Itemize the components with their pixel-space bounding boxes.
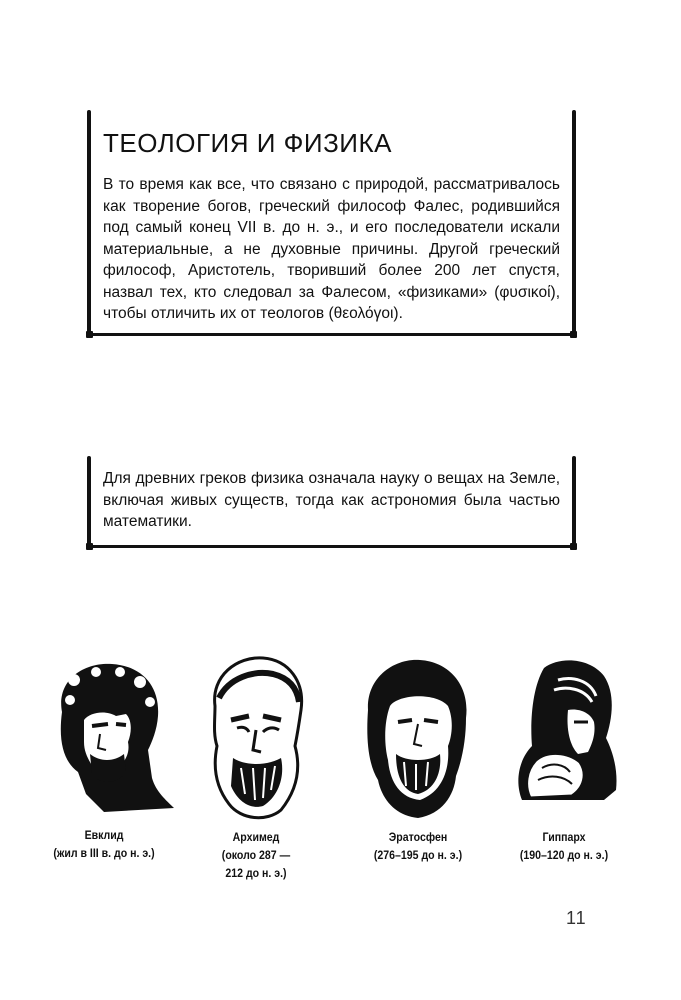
philosopher-portraits [0,650,681,900]
eratosthenes-bust-icon [358,650,478,822]
portrait-archimedes [176,650,336,882]
portrait-name: Гиппарх [542,830,586,844]
portrait-euclid [24,650,184,862]
euclid-bust-icon [34,650,174,820]
note-text: Для древних греков физика означала науку о вещах на Земле, включая живых существ, тогда как астрономия была частью математики. [103,470,560,530]
portrait-name: Евклид [84,828,124,842]
archimedes-bust-icon [201,650,311,822]
portrait-name: Эратосфен [388,830,448,844]
box-right-border [572,456,576,548]
portrait-eratosthenes [338,650,498,864]
theology-physics-box [87,110,576,336]
portrait-hipparchus [484,650,644,864]
portrait-name: Архимед [232,830,280,844]
page-number: 11 [566,908,587,928]
box-left-border [87,110,91,336]
archimedes-caption [186,828,327,882]
portrait-dates: (190–120 до н. э.) [519,848,609,862]
eratosthenes-caption [348,828,489,864]
portrait-dates: (жил в III в. до н. э.) [53,846,155,860]
portrait-dates-cont: 212 до н. э.) [225,866,287,880]
portrait-dates: (276–195 до н. э.) [373,848,463,862]
portrait-dates: (около 287 — [221,848,291,862]
box-right-border [572,110,576,336]
box-left-border [87,456,91,548]
hipparchus-caption [494,828,635,864]
section-paragraph: В то время как все, что связано с природой, рассматривалось как творение богов, греческий философ Фалес, родившийся под самый конец VII в. до н. э., и его последователи искали материальные, а не духовные причины. Другой греческий философ, Аристотель, творивший более 200 лет спустя, назвал тех, кто следовал за Фалесом, «физиками» (φυσικοί), чтобы отличить их от теологов (θεολόγοι). [103,176,560,322]
section-title: ТЕОЛОГИЯ И ФИЗИКА [103,128,392,158]
box-bottom-border [89,333,574,336]
note-box [87,456,576,548]
hipparchus-bust-icon [508,650,620,822]
box-bottom-border [89,545,574,548]
euclid-caption [34,826,175,862]
